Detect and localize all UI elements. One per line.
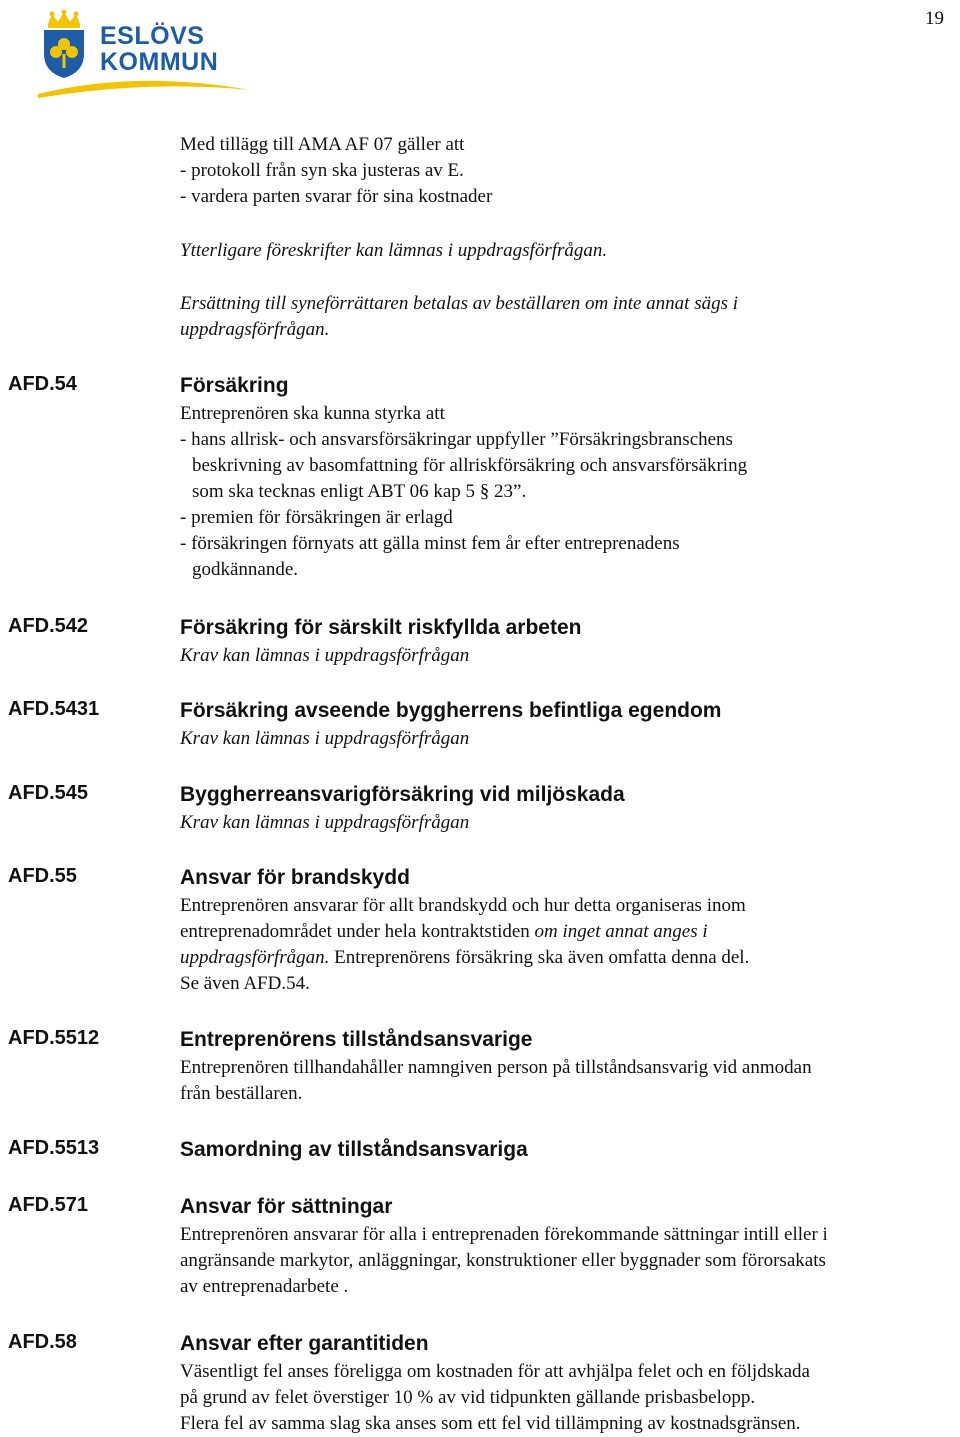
body-text-italic: om inget annat anges i [534,921,708,942]
body-line: Se även AFD.54. [180,973,310,994]
body-text: entreprenadområdet under hela kontraktstiden [180,921,535,942]
section-code-afd545: AFD.545 [8,782,89,804]
section-body-afd5512 [180,1055,950,1107]
section-title-afd542: Försäkring för särskilt riskfyllda arbeten [180,616,582,639]
body-line: godkännande. [192,559,299,580]
section-title-afd55: Ansvar för brandskydd [180,866,410,889]
body-text-italic: uppdragsförfrågan. [180,947,330,968]
section-body-afd571 [180,1222,950,1300]
section-code-afd571: AFD.571 [8,1194,89,1216]
section-code-afd5431: AFD.5431 [8,698,100,720]
intro-block [180,132,950,210]
section-title-afd5513: Samordning av tillståndsansvariga [180,1138,528,1161]
section-body-afd55 [180,893,950,997]
logo-text-line1: ESLÖVS [100,22,205,50]
section-title-afd571: Ansvar för sättningar [180,1195,393,1218]
logo-text-line2: KOMMUN [100,48,219,76]
body-line: Entreprenören tillhandahåller namngiven person på tillståndsansvarig vid anmodan [180,1057,812,1078]
body-line: Entreprenören ska kunna styrka att [180,403,445,424]
section-body-afd542: Krav kan lämnas i uppdragsförfrågan [180,645,470,666]
intro-note-line: Ersättning till syneförrättaren betalas av beställaren om inte annat sägs i [180,293,739,314]
body-line: angränsande markytor, anläggningar, konstruktioner eller byggnader som förorsakats [180,1250,826,1271]
section-body-afd58 [180,1359,950,1437]
section-code-afd54: AFD.54 [8,373,77,395]
body-line: Väsentligt fel anses föreligga om kostnaden för att avhjälpa felet och en följdskada [180,1361,810,1382]
section-title-afd545: Byggherreansvarigförsäkring vid miljöskada [180,783,625,806]
intro-line: - vardera parten svarar för sina kostnader [180,186,493,207]
page-number: 19 [925,8,944,29]
section-title-afd54: Försäkring [180,374,289,397]
section-title-afd5431: Försäkring avseende byggherrens befintliga egendom [180,699,722,722]
section-body-afd54 [180,401,950,583]
section-code-afd55: AFD.55 [8,865,77,887]
intro-note-2 [180,291,950,343]
body-line: Flera fel av samma slag ska anses som ett fel vid tillämpning av kostnadsgränsen. [180,1413,801,1434]
body-line: - premien för försäkringen är erlagd [180,507,453,528]
intro-note-1: Ytterligare föreskrifter kan lämnas i uppdragsförfrågan. [180,240,608,261]
body-line: - försäkringen förnyats att gälla minst fem år efter entreprenadens [180,533,680,554]
eslovs-kommun-logo [36,10,252,96]
section-code-afd5512: AFD.5512 [8,1027,100,1049]
section-code-afd5513: AFD.5513 [8,1137,100,1159]
section-body-afd5431: Krav kan lämnas i uppdragsförfrågan [180,728,470,749]
section-code-afd58: AFD.58 [8,1331,77,1353]
body-text: Entreprenörens försäkring ska även omfatta denna del. [329,947,750,968]
body-line: - hans allrisk- och ansvarsförsäkringar uppfyller ”Försäkringsbranschens [180,429,733,450]
logo-swoosh-icon [36,68,252,98]
body-line: som ska tecknas enligt ABT 06 kap 5 § 23”. [192,481,527,502]
body-line: från beställaren. [180,1083,303,1104]
section-body-afd545: Krav kan lämnas i uppdragsförfrågan [180,812,470,833]
body-line: Entreprenören ansvarar för alla i entreprenaden förekommande sättningar intill eller i [180,1224,828,1245]
intro-note-line: uppdragsförfrågan. [180,319,330,340]
section-code-afd542: AFD.542 [8,615,89,637]
intro-line: Med tillägg till AMA AF 07 gäller att [180,134,465,155]
body-line: på grund av felet överstiger 10 % av vid tidpunkten gällande prisbasbelopp. [180,1387,756,1408]
body-line: av entreprenadarbete . [180,1276,349,1297]
section-title-afd5512: Entreprenörens tillståndsansvarige [180,1028,533,1051]
intro-line: - protokoll från syn ska justeras av E. [180,160,464,181]
body-line: beskrivning av basomfattning för allriskförsäkring och ansvarsförsäkring [192,455,748,476]
body-line [180,919,950,945]
body-line: Entreprenören ansvarar för allt brandskydd och hur detta organiseras inom [180,895,746,916]
body-line [180,945,950,971]
section-title-afd58: Ansvar efter garantitiden [180,1332,429,1355]
